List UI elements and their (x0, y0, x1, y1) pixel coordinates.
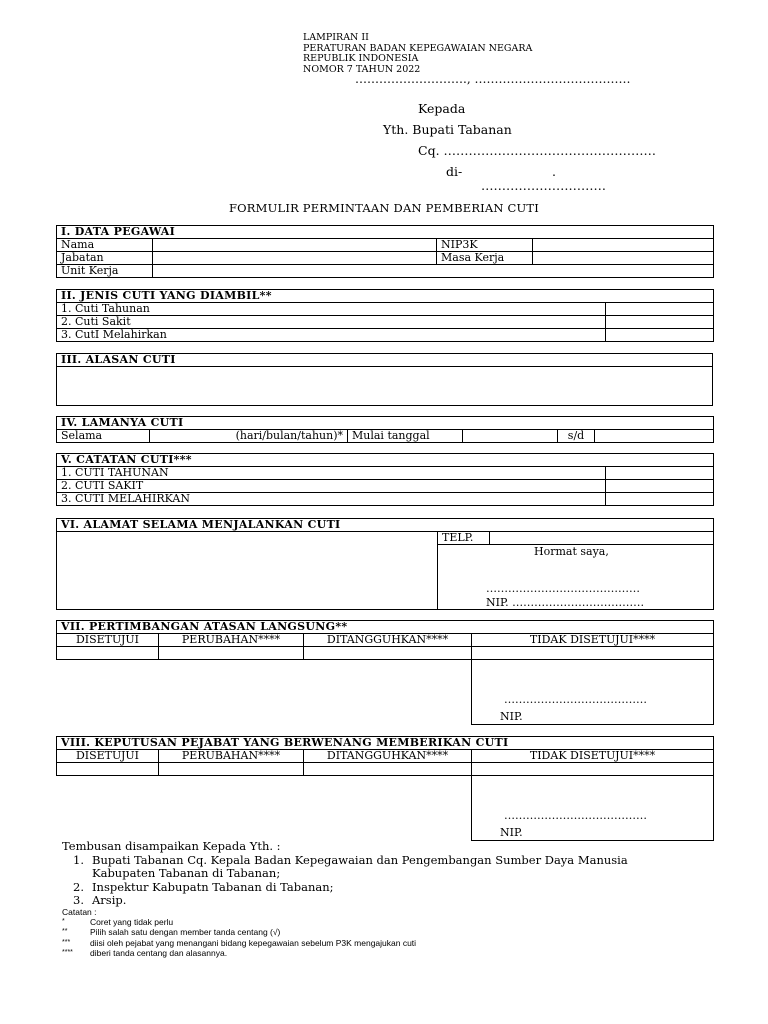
label-sd: s/d (558, 430, 595, 443)
field-selama[interactable]: (hari/bulan/tahun)* (150, 430, 348, 443)
pejabat-signature (472, 776, 714, 841)
section-title: III. ALASAN CUTI (57, 354, 713, 367)
lampiran-line: LAMPIRAN II (303, 32, 369, 43)
item-number: 1. (73, 852, 84, 867)
section-lamanya-cuti (56, 416, 714, 443)
signature-line: ………………………………… (504, 809, 647, 822)
field-sd[interactable] (595, 430, 714, 443)
section-title: I. DATA PEGAWAI (57, 226, 714, 239)
label-nip: NIP3K (437, 239, 533, 252)
col-ditangguhkan: DITANGGUHKAN**** (304, 750, 472, 763)
signature-line: …………………………………… (486, 582, 640, 595)
lampiran-line: PERATURAN BADAN KEPEGAWAIAN NEGARA (303, 42, 533, 54)
section-title: IV. LAMANYA CUTI (57, 417, 714, 430)
tembusan-item (62, 867, 628, 881)
col-disetujui: DISETUJUI (57, 750, 159, 763)
section-title: VII. PERTIMBANGAN ATASAN LANGSUNG** (57, 621, 714, 634)
catatan-mark: ** (62, 928, 68, 936)
section-title: VI. ALAMAT SELAMA MENJALANKAN CUTI (57, 519, 714, 532)
lampiran-line: REPUBLIK INDONESIA (303, 53, 419, 64)
kepada: Kepada (418, 101, 466, 116)
catatan-mark: **** (62, 948, 73, 956)
lampiran-line: NOMOR 7 TAHUN 2022 (303, 63, 421, 75)
signature-block (438, 545, 714, 610)
field-jabatan[interactable] (153, 252, 437, 265)
di-line: ………………………… (481, 178, 606, 193)
catatan (62, 907, 416, 958)
section-catatan-cuti (56, 453, 714, 506)
col-tidak-disetujui: TIDAK DISETUJUI**** (472, 750, 714, 763)
tembusan-item (62, 854, 628, 868)
form-title: FORMULIR PERMINTAAN DAN PEMBERIAN CUTI (228, 201, 540, 215)
label-mulai: Mulai tanggal (348, 430, 463, 443)
col-disetujui: DISETUJUI (57, 634, 159, 647)
jenis-cuti-item: 2. Cuti Sakit (57, 316, 606, 329)
field-mulai[interactable] (463, 430, 558, 443)
jenis-cuti-item: 1. Cuti Tahunan (57, 303, 606, 316)
label-telp: TELP. (438, 532, 490, 545)
section-title: II. JENIS CUTI YANG DIAMBIL** (57, 290, 714, 303)
di-dot: . (552, 164, 556, 179)
item-text: Bupati Tabanan Cq. Kepala Badan Kepegawaian dan Pengembangan Sumber Daya Manusia (92, 852, 628, 867)
check-disetujui[interactable] (57, 647, 159, 660)
label-selama: Selama (57, 430, 150, 443)
blank-area (57, 660, 472, 725)
catatan-item (62, 938, 416, 948)
section-title: V. CATATAN CUTI*** (57, 454, 714, 467)
place-date: ………………………., ………………………………… (355, 72, 631, 86)
item-text: Arsip. (92, 893, 127, 908)
nip-line: NIP. ……………………………… (486, 596, 645, 609)
jenis-cuti-item: 3. CutI Melahirkan (57, 329, 606, 342)
label-masa-kerja: Masa Kerja (437, 252, 533, 265)
catatan-item (62, 917, 416, 927)
cq: Cq. …………………………………………… (418, 143, 657, 158)
col-perubahan: PERUBAHAN**** (159, 750, 304, 763)
field-alasan[interactable] (57, 367, 713, 406)
blank-area (57, 776, 472, 841)
check-perubahan[interactable] (159, 763, 304, 776)
checkbox-cell[interactable] (606, 329, 714, 342)
check-tidak-disetujui[interactable] (472, 647, 714, 660)
catatan-cell[interactable] (606, 467, 714, 480)
field-nama[interactable] (153, 239, 437, 252)
field-masa-kerja[interactable] (533, 252, 714, 265)
catatan-cuti-item: 3. CUTI MELAHIRKAN (57, 493, 606, 506)
section-data-pegawai (56, 225, 714, 278)
catatan-text: Pilih salah satu dengan member tanda centang (√) (90, 927, 281, 938)
item-number (62, 867, 84, 881)
check-ditangguhkan[interactable] (304, 763, 472, 776)
item-text: Kabupaten Tabanan di Tabanan; (92, 866, 281, 881)
catatan-cell[interactable] (606, 480, 714, 493)
nip-label: NIP. (500, 826, 523, 839)
item-text: Inspektur Kabupatn Tabanan di Tabanan; (92, 879, 334, 894)
field-unit-kerja[interactable] (153, 265, 714, 278)
section-pertimbangan (56, 620, 714, 725)
catatan-cuti-item: 2. CUTI SAKIT (57, 480, 606, 493)
col-tidak-disetujui: TIDAK DISETUJUI**** (472, 634, 714, 647)
tembusan-item (62, 894, 628, 908)
label-unit-kerja: Unit Kerja (57, 265, 153, 278)
section-title: VIII. KEPUTUSAN PEJABAT YANG BERWENANG MEMBERIKAN CUTI (57, 737, 714, 750)
atasan-signature (472, 660, 714, 725)
item-number: 2. (73, 879, 84, 894)
label-nama: Nama (57, 239, 153, 252)
label-jabatan: Jabatan (57, 252, 153, 265)
tembusan (62, 840, 628, 908)
catatan-item (62, 927, 416, 937)
checkbox-cell[interactable] (606, 303, 714, 316)
col-ditangguhkan: DITANGGUHKAN**** (304, 634, 472, 647)
catatan-text: diisi oleh pejabat yang menangani bidang kepegawaian sebelum P3K mengajukan cuti (90, 937, 417, 948)
section-alamat (56, 518, 714, 610)
item-number: 3. (73, 893, 84, 908)
catatan-mark: * (62, 918, 65, 926)
di: di- (446, 164, 463, 179)
section-alasan-cuti (56, 353, 713, 406)
check-ditangguhkan[interactable] (304, 647, 472, 660)
catatan-cell[interactable] (606, 493, 714, 506)
tembusan-title: Tembusan disampaikan Kepada Yth. : (62, 839, 281, 853)
tembusan-item (62, 881, 628, 895)
field-telp[interactable] (490, 532, 714, 545)
catatan-item (62, 948, 416, 958)
field-alamat[interactable] (57, 532, 438, 610)
col-perubahan: PERUBAHAN**** (159, 634, 304, 647)
check-tidak-disetujui[interactable] (472, 763, 714, 776)
catatan-title: Catatan : (62, 907, 97, 917)
section-keputusan (56, 736, 714, 841)
yth: Yth. Bupati Tabanan (383, 122, 512, 137)
section-jenis-cuti (56, 289, 714, 342)
nip-label: NIP. (500, 710, 523, 723)
check-perubahan[interactable] (159, 647, 304, 660)
catatan-cuti-item: 1. CUTI TAHUNAN (57, 467, 606, 480)
checkbox-cell[interactable] (606, 316, 714, 329)
check-disetujui[interactable] (57, 763, 159, 776)
lampiran-header (303, 33, 532, 75)
field-nip[interactable] (533, 239, 714, 252)
hormat-saya: Hormat saya, (534, 545, 609, 558)
catatan-text: Coret yang tidak perlu (90, 917, 174, 928)
catatan-text: diberi tanda centang dan alasannya. (90, 947, 228, 958)
signature-line: ………………………………… (504, 693, 647, 706)
catatan-mark: *** (62, 938, 71, 946)
